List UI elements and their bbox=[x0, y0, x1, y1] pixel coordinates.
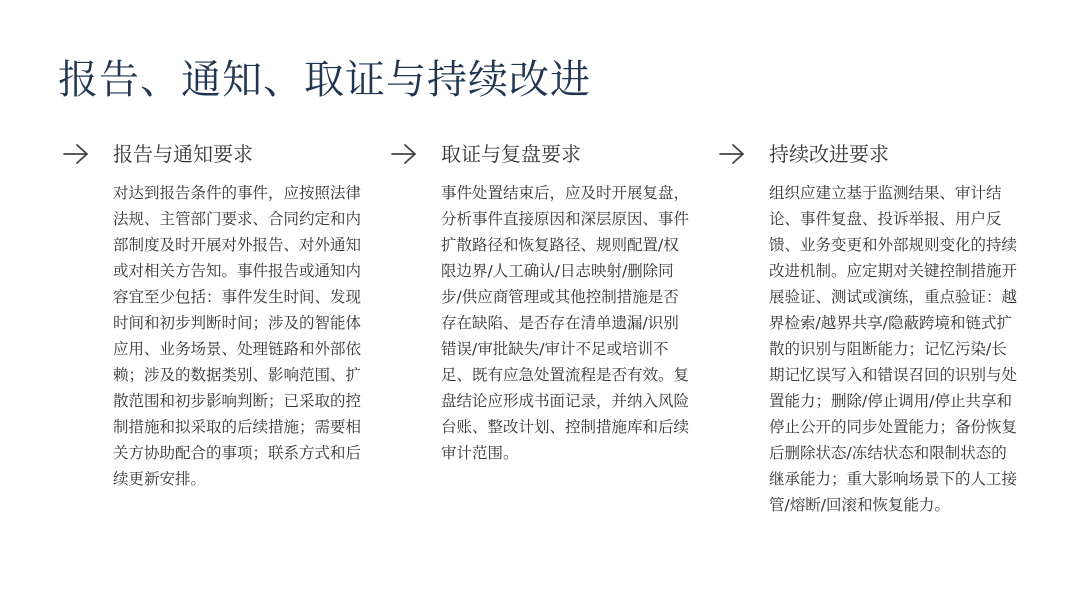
section-body: 事件处置结束后，应及时开展复盘，分析事件直接原因和深层原因、事件扩散路径和恢复路径、规则配置/权限边界/人工确认/日志映射/删除同步/供应商管理或其他控制措施是否存在缺陷、是否存在清单遗漏/识别错误/审批缺失/审计不足或培训不足、既有应急处置流程是否有效。复盘结论应形成书面记录，并纳入风险台账、整改计划、控制措施库和后续审计范围。 bbox=[441, 184, 690, 462]
section-body: 对达到报告条件的事件，应按照法律法规、主管部门要求、合同约定和内部制度及时开展对外报告、对外通知或对相关方告知。事件报告或通知内容宜至少包括：事件发生时间、发现时间和初步判断时间；涉及的智能体应用、业务场景、处理链路和外部依赖；涉及的数据类别、影响范围、扩散范围和初步影响判断；已采取的控制措施和拟采取的后续措施；需要相关方协助配合的事项；联系方式和后续更新安排。 bbox=[113, 184, 362, 488]
arrow-right-icon bbox=[390, 136, 420, 172]
section-forensics bbox=[390, 136, 690, 466]
section-improvement bbox=[718, 136, 1018, 518]
section-heading: 持续改进要求 bbox=[769, 142, 889, 166]
section-header bbox=[390, 136, 690, 172]
section-reporting bbox=[62, 136, 362, 492]
section-header bbox=[718, 136, 1018, 172]
section-heading: 取证与复盘要求 bbox=[441, 142, 581, 166]
section-heading: 报告与通知要求 bbox=[113, 142, 253, 166]
arrow-right-icon bbox=[718, 136, 748, 172]
section-header bbox=[62, 136, 362, 172]
section-body: 组织应建立基于监测结果、审计结论、事件复盘、投诉举报、用户反馈、业务变更和外部规则变化的持续改进机制。应定期对关键控制措施开展验证、测试或演练，重点验证：越界检索/越界共享/隐蔽跨境和链式扩散的识别与阻断能力；记忆污染/长期记忆误写入和错误召回的识别与处置能力；删除/停止调用/停止共享和停止公开的同步处置能力；备份恢复后删除状态/冻结状态和限制状态的继承能力；重大影响场景下的人工接管/熔断/回滚和恢复能力。 bbox=[769, 184, 1018, 514]
page-title: 报告、通知、取证与持续改进 bbox=[58, 57, 591, 103]
arrow-right-icon bbox=[62, 136, 92, 172]
